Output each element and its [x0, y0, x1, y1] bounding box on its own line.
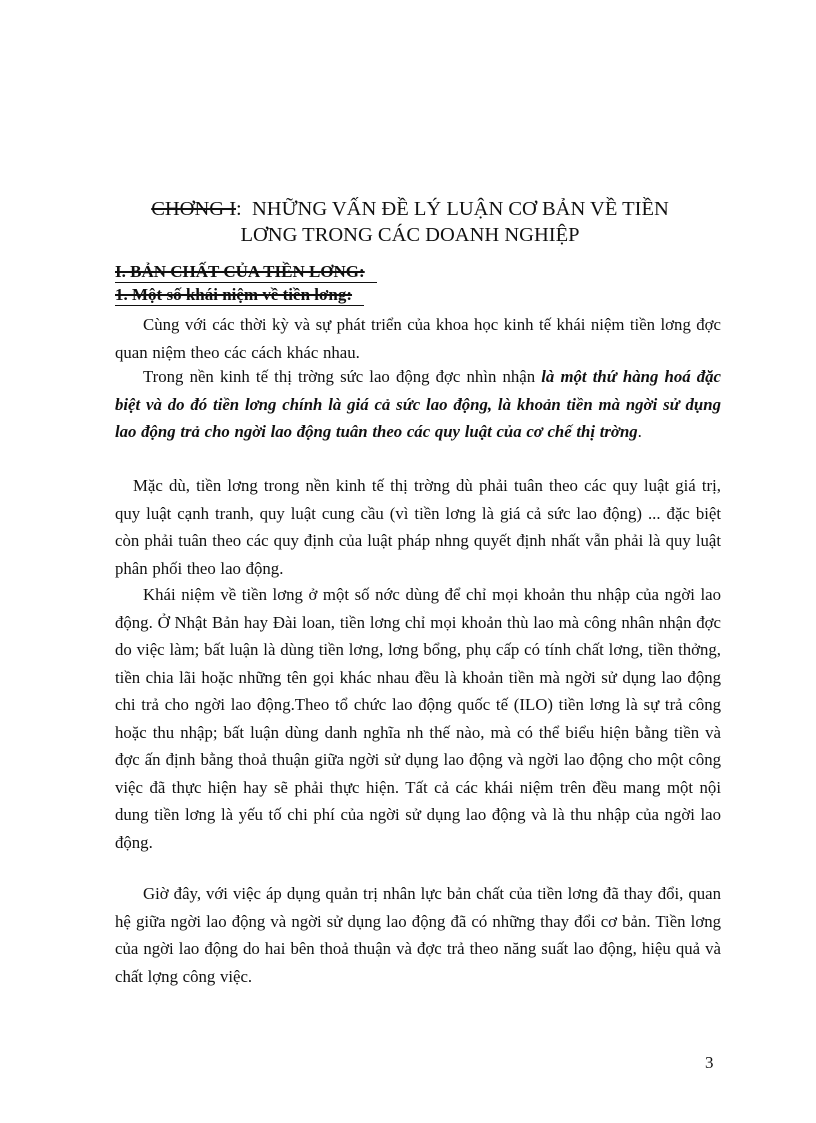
section-heading: I. BẢN CHẤT CỦA TIỀN LƠNG: [115, 262, 377, 283]
chapter-label: CHƠNG I [151, 198, 237, 220]
chapter-title: CHƠNG I: NHỮNG VẤN ĐỀ LÝ LUẬN CƠ BẢN VỀ TIỀN LƠNG TRONG CÁC DOANH NGHIỆP [151, 198, 669, 246]
paragraph-3: Mặc dù, tiền lơng trong nền kinh tế thị trờng dù phải tuân theo các quy luật giá trị, quy luật cạnh tranh, quy luật cung cầu (vì tiền lơng là giá cả sức lao động) ... đặc biệt còn phải tuân theo các quy định của luật pháp nhng quyết định nhất vẫn phải là quy luật phân phối theo lao động. [115, 476, 721, 578]
paragraph-4: Khái niệm về tiền lơng ở một số nớc dùng để chỉ mọi khoản thu nhập của ngời lao động. Ở Nhật Bản hay Đài loan, tiền lơng chỉ mọi khoản thù lao mà công nhân nhận đợc do việc làm; bất luận là dùng tiền lơng, lơng bổng, phụ cấp có tính chất lơng, tiền thởng, tiền chia lãi hoặc những tên gọi khác nhau đều là khoản tiền mà ngời sử dụng lao động chi trả cho ngời lao động.Theo tổ chức lao động quốc tế (ILO) tiền lơng là sự trả công hoặc thu nhập; bất luận dùng danh nghĩa nh thế nào, mà có thể biểu hiện bằng tiền và đợc ấn định bằng thoả thuận giữa ngời sử dụng lao động và ngời lao động cho một công việc đã thực hiện hay sẽ phải thực hiện. Tất cả các khái niệm trên đều mang một nội dung tiền lơng là yếu tố chi phí của ngời sử dụng lao động và là thu nhập của ngời lao động. [115, 585, 721, 852]
page-number: 3 [705, 1053, 714, 1072]
paragraph-2-end: . [637, 422, 642, 441]
paragraph-2-start: Trong nền kinh tế thị trờng sức lao động đợc nhìn nhận [143, 367, 542, 386]
subsection-heading: 1. Một số khái niệm về tiền lơng: [115, 285, 364, 306]
chapter-title-line1: NHỮNG VẤN ĐỀ LÝ LUẬN CƠ BẢN VỀ TIỀN [252, 198, 669, 220]
paragraph-2-emphasis: là một thứ hàng hoá đặc biệt và do đó tiền lơng chính là giá cả sức lao động, là khoản tiền mà ngời sử dụng lao động trả cho ngời lao động tuân theo các quy luật của cơ chế thị trờng [115, 367, 721, 441]
chapter-title-line2: LƠNG TRONG CÁC DOANH NGHIỆP [240, 224, 580, 246]
paragraph-2 [115, 363, 721, 446]
paragraph-5: Giờ đây, với việc áp dụng quản trị nhân lực bản chất của tiền lơng đã thay đổi, quan hệ giữa ngời lao động và ngời sử dụng lao động đã có những thay đổi cơ bản. Tiền lơng của ngời lao động do hai bên thoả thuận và đợc trả theo năng suất lao động, hiệu quả và chất lợng công việc. [115, 884, 721, 986]
paragraph-1: Cùng với các thời kỳ và sự phát triển của khoa học kinh tế khái niệm tiền lơng đợc quan niệm theo các cách khác nhau. [115, 315, 721, 362]
